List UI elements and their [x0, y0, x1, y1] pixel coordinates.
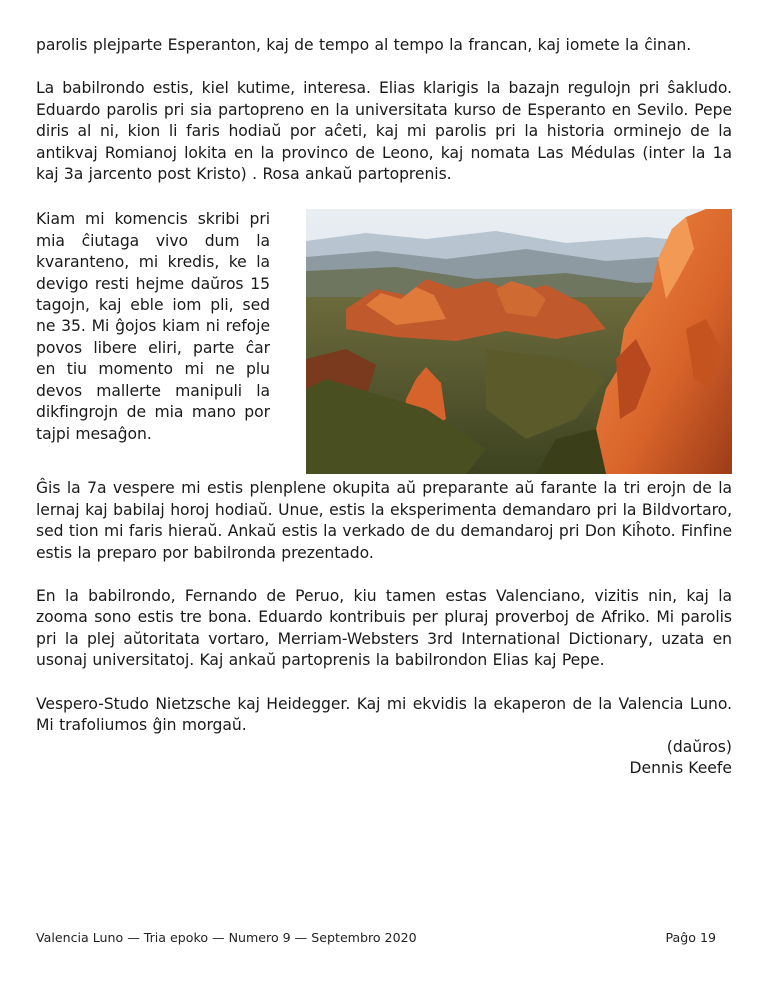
page-footer — [36, 930, 716, 945]
paragraph-3: Kiam mi komencis skribi pri mia ĉiutaga vivo dum la kvaranteno, mi kredis, ke la devigo resti hejme daŭros 15 tagojn, kaj eble iom pli, sed ne 35. Mi ĝojos kiam ni refoje povos libere eliri, parte ĉar en tiu momento mi ne plu devos mallerte manipuli la dikfingrojn de mia mano por tajpi mesaĝon. — [36, 210, 270, 443]
paragraph-1: parolis plejparte Esperanton, kaj de tempo al tempo la francan, kaj iomete la ĉinan. — [36, 36, 692, 54]
paragraph-5: En la babilrondo, Fernando de Peruo, kiu tamen estas Valenciano, vizitis nin, kaj la zooma sono estis tre bona. Eduardo kontribuis per pluraj proverboj de Afriko. Mi parolis pri la plej aŭtoritata vortaro, Merriam-Websters 3rd International Dictionary, uzata en usonaj universitatoj. Kaj ankaŭ partoprenis la babilrondon Elias kaj Pepe. — [36, 587, 732, 670]
author-signature: Dennis Keefe — [629, 758, 732, 777]
text-with-photo — [36, 207, 732, 478]
paragraph-4: Ĝis la 7a vespere mi estis plenplene okupita aŭ preparante aŭ farante la tri erojn de la lernaj kaj babilaj horoj hodiaŭ. Unue, estis la eksperimenta demandaro pri la Bildvortaro, sed tion mi faris hieraŭ. Ankaŭ estis la verkado de du demandaroj pri Don Kiĥoto. Finfine estis la preparo por babilronda prezentado. — [36, 479, 732, 562]
paragraph-2: La babilrondo estis, kiel kutime, interesa. Elias klarigis la bazajn regulojn pri ŝakludo. Eduardo parolis pri sia partopreno en la universitata kurso de Esperanto en Sevilo. Pepe diris al ni, kion li faris hodiaŭ por aĉeti, kaj mi parolis pri la historia orminejo de la antikvaj Romianoj lokita en la provinco de Leono, kaj nomata Las Médulas (inter la 1a kaj 3a jarcento post Kristo) . Rosa ankaŭ partoprenis. — [36, 79, 732, 184]
article-body — [36, 35, 732, 779]
footer-publication: Valencia Luno — Tria epoko — Numero 9 — Septembro 2020 — [36, 930, 417, 945]
las-medulas-photo — [306, 209, 732, 474]
continued-note: (daŭros) — [666, 737, 732, 756]
paragraph-6: Vespero-Studo Nietzsche kaj Heidegger. Kaj mi ekvidis la ekaperon de la Valencia Luno. Mi trafoliumos ĝin morgaŭ. — [36, 694, 732, 735]
footer-page-number: Paĝo 19 — [665, 930, 716, 945]
